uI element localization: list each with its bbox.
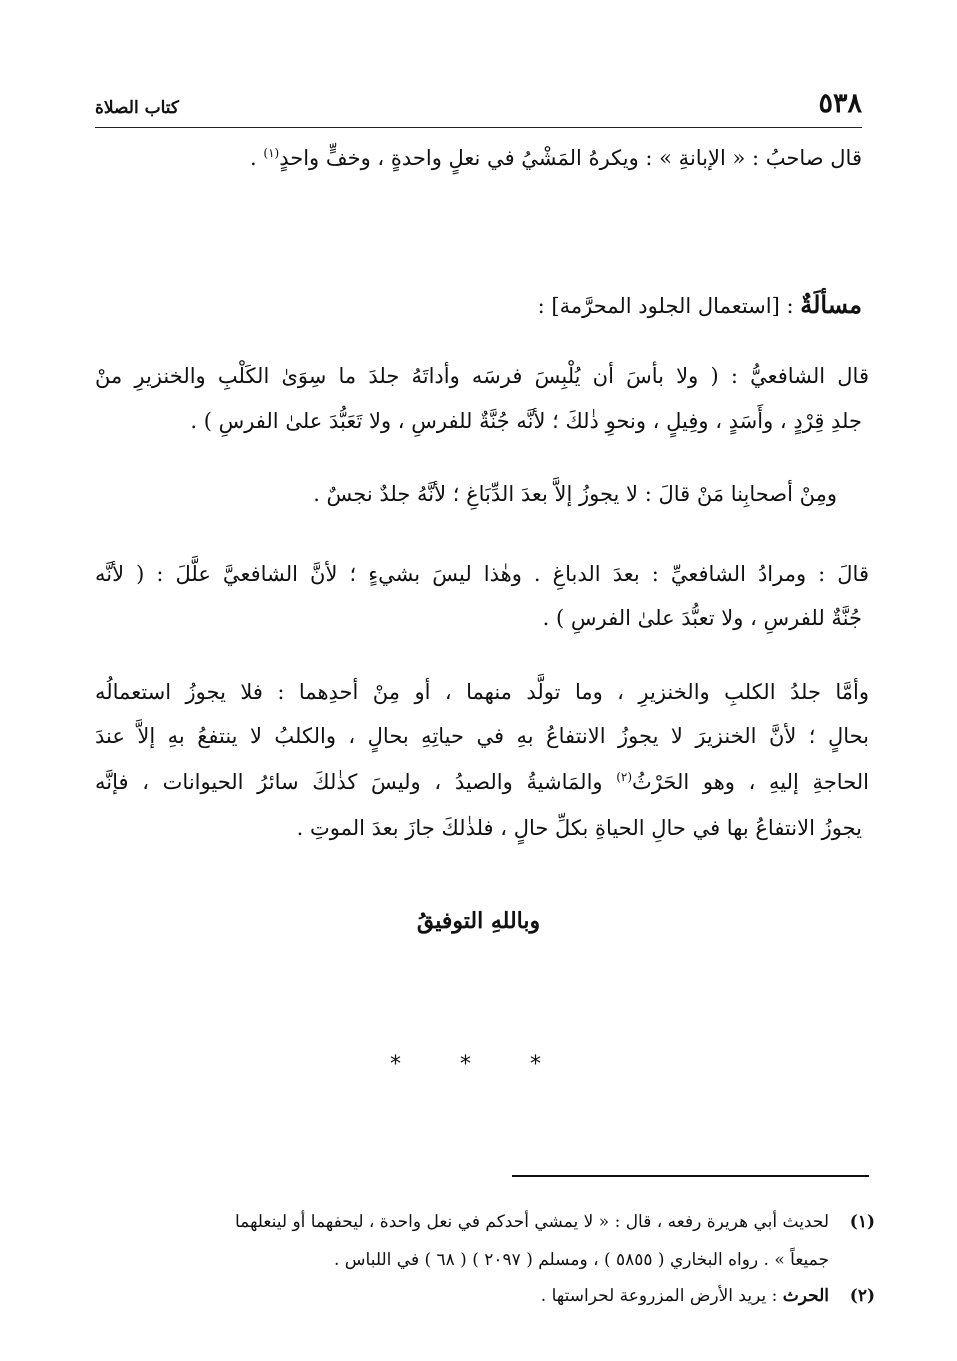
running-title: كتاب الصلاة — [95, 98, 180, 118]
header-divider — [95, 127, 862, 128]
paragraph-text: الحاجةِ إليهِ ، وهو الحَرْثُ — [632, 770, 869, 794]
paragraph-line: بحالٍ ؛ لأنَّ الخنزيرَ لا يجوزُ الانتفاعُ بهِ في حياتِهِ بحالٍ ، والكلبُ لا ينتفعُ بهِ إلاَّ عندَ — [95, 724, 869, 748]
paragraph-text-end: . — [250, 146, 264, 170]
question-title: مسألَةٌ — [800, 290, 862, 319]
paragraph-ibana-quote — [250, 146, 862, 170]
footnote-number: (١) — [849, 1212, 875, 1232]
page-number: ٥٣٨ — [818, 88, 862, 119]
footnote-ref-2[interactable]: (٢) — [616, 770, 633, 784]
paragraph-text: والمَاشيةُ والصيدُ ، وليسَ كذٰلكَ سائرُ الحيوانات ، فإنَّه — [95, 770, 617, 794]
footnote-1-line-1: لحديث أبي هريرة رفعه ، قال : « لا يمشي أحدكم في نعل واحدة ، ليحفهما أو لينعلهما — [234, 1212, 829, 1232]
footnote-2 — [541, 1286, 829, 1306]
section-separator: * * * — [390, 1052, 567, 1077]
paragraph-line: قال الشافعيُّ : ( ولا بأسَ أن يُلْبِسَ فرسَه وأداتَهُ جلدَ ما سِوَىٰ الكَلْبِ والخنزيرِ منْ — [95, 364, 869, 388]
paragraph-line: وأمَّا جلدُ الكلبِ والخنزيرِ ، وما تولَّد منهما ، أو مِنْ أحدِهما : فلا يجوزُ استعمالُه — [95, 680, 869, 704]
footnote-1-line-2: جميعاً » . رواه البخاري ( ٥٨٥٥ ) ، ومسلم ( ٢٠٩٧ ) ( ٦٨ ) في اللباس . — [333, 1250, 829, 1270]
question-topic: : [استعمال الجلود المحرَّمة] : — [537, 294, 801, 318]
paragraph-line: ومِنْ أصحابِنا مَنْ قالَ : لا يجوزُ إلاَّ بعدَ الدِّبَاغِ ؛ لأنَّهُ جلدٌ نجسٌ . — [313, 482, 837, 506]
paragraph-line: يجوزُ الانتفاعُ بها في حالِ الحياةِ بكلِّ حالٍ ، فلذٰلكَ جازَ بعدَ الموتِ . — [296, 816, 862, 840]
footnote-number: (٢) — [849, 1286, 875, 1306]
footnote-ref-1[interactable]: (١) — [263, 146, 280, 160]
paragraph-line: جُنَّةٌ للفرسِ ، ولا تعبُّدَ علىٰ الفرسِ ) . — [542, 606, 862, 630]
page-header — [95, 88, 862, 124]
closing-phrase: وباللهِ التوفيقُ — [416, 908, 541, 934]
footnote-divider — [512, 1175, 869, 1177]
paragraph-text: قال صاحبُ : « الإبانةِ » : ويكرهُ المَشْيُ في نعلٍ واحدةٍ ، وخفٍّ واحدٍ — [279, 146, 862, 170]
paragraph-line: جلدِ قِرْدٍ ، وأَسَدٍ ، وفِيلٍ ، ونحوِ ذٰلكَ ؛ لأنَّه جُنَّةٌ للفرسِ ، ولا تَعَبُّدَ علىٰ الفرسِ ) . — [190, 409, 862, 433]
paragraph-line-with-ref — [95, 770, 869, 794]
footnote-text: : يريد الأرض المزروعة لحراستها . — [540, 1286, 783, 1306]
paragraph-line: قالَ : ومرادُ الشافعيِّ : بعدَ الدباغِ . وهٰذا ليسَ بشيءٍ ؛ لأنَّ الشافعيَّ علَّلَ : ( لأنَّه — [95, 562, 869, 586]
question-heading — [538, 290, 862, 319]
footnote-term: الحرث — [782, 1286, 829, 1306]
